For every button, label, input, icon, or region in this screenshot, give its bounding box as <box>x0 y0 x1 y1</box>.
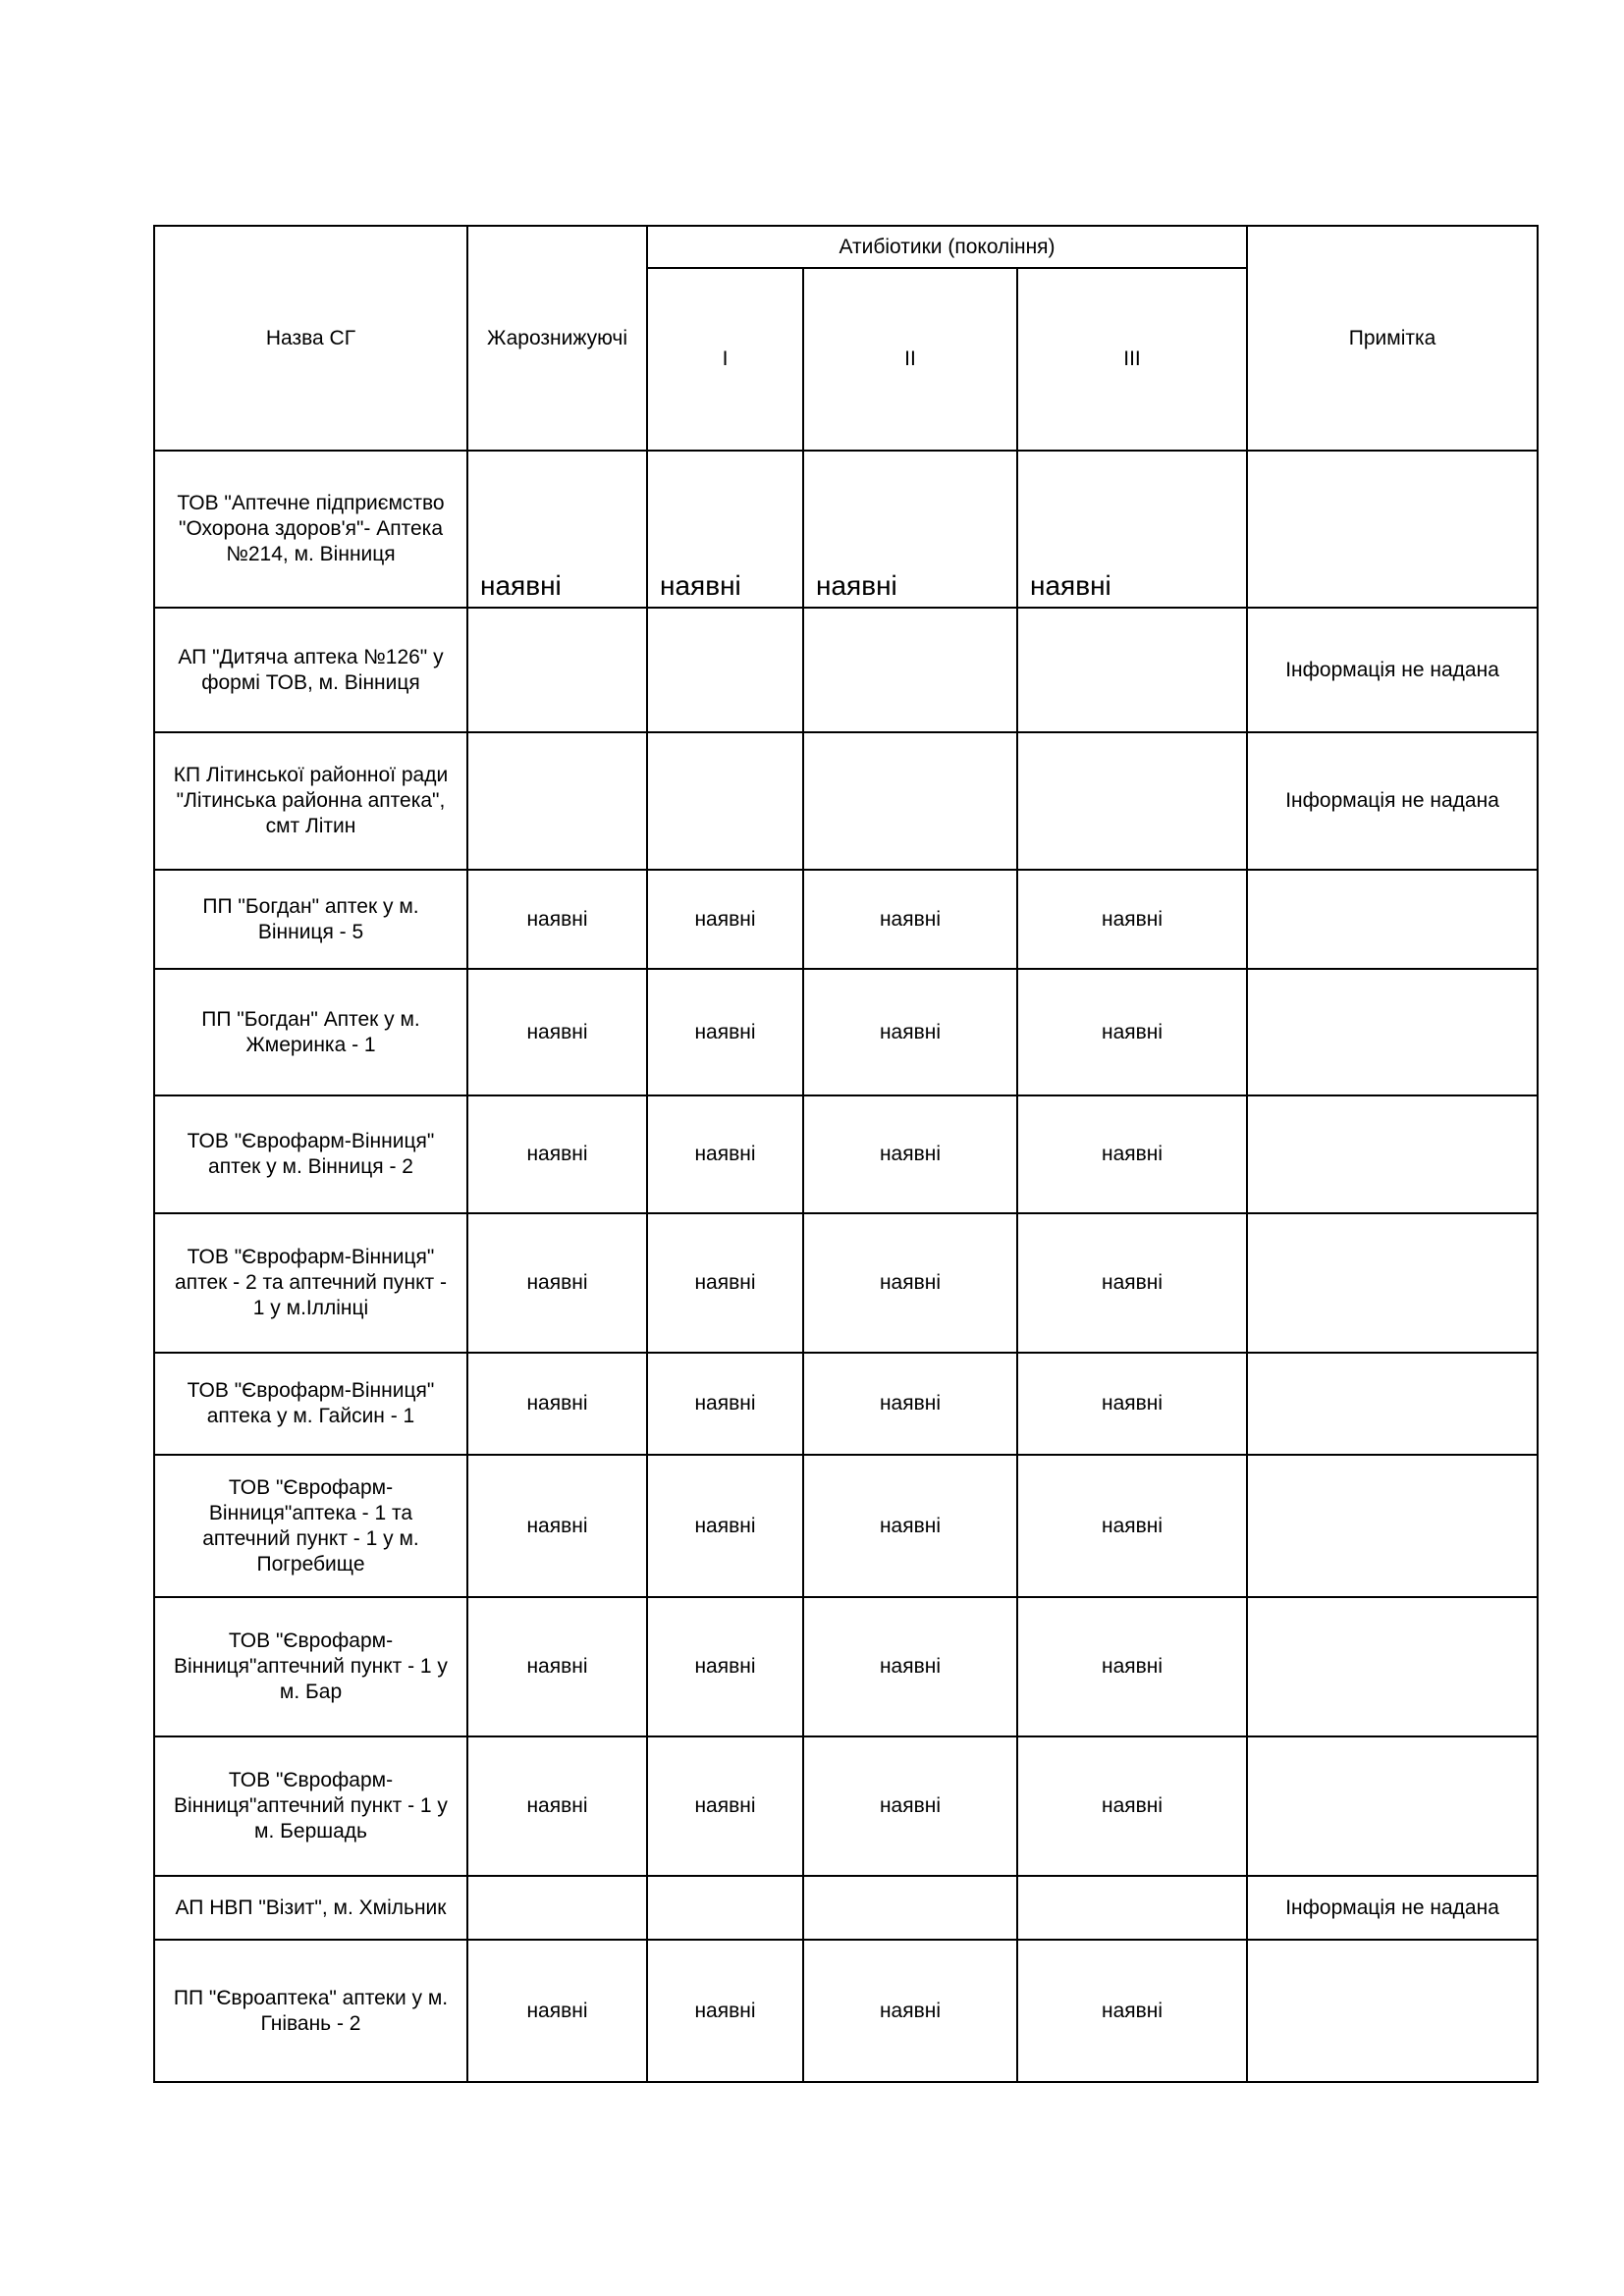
cell-gen-3: наявні <box>1017 1213 1247 1353</box>
cell-name: АП НВП "Візит", м. Хмільник <box>154 1876 467 1940</box>
cell-gen-2: наявні <box>803 1940 1017 2082</box>
cell-antipyretic: наявні <box>467 870 647 969</box>
cell-note <box>1247 870 1538 969</box>
cell-gen-1: наявні <box>647 1597 803 1736</box>
cell-gen-2: наявні <box>803 1353 1017 1455</box>
cell-note <box>1247 1940 1538 2082</box>
cell-name: ТОВ "Аптечне підприємство "Охорона здоров'я"- Аптека №214, м. Вінниця <box>154 451 467 608</box>
cell-gen-2: наявні <box>803 969 1017 1095</box>
cell-gen-2: наявні <box>803 1455 1017 1597</box>
cell-gen-2 <box>803 608 1017 732</box>
cell-gen-3: наявні <box>1017 969 1247 1095</box>
cell-gen-2 <box>803 1876 1017 1940</box>
cell-gen-3: наявні <box>1017 1455 1247 1597</box>
cell-antipyretic: наявні <box>467 1455 647 1597</box>
cell-gen-2: наявні <box>803 1597 1017 1736</box>
cell-name: АП "Дитяча аптека №126" у формі ТОВ, м. Вінниця <box>154 608 467 732</box>
cell-note <box>1247 1095 1538 1213</box>
cell-gen-2: наявні <box>803 1095 1017 1213</box>
header-name: Назва СГ <box>154 226 467 451</box>
cell-note <box>1247 1213 1538 1353</box>
cell-antipyretic <box>467 1876 647 1940</box>
cell-note <box>1247 969 1538 1095</box>
cell-gen-1: наявні <box>647 1736 803 1876</box>
cell-gen-1: наявні <box>647 1940 803 2082</box>
cell-name: ТОВ "Єврофарм-Вінниця"аптечний пункт - 1 у м. Бершадь <box>154 1736 467 1876</box>
cell-gen-1 <box>647 608 803 732</box>
cell-note: Інформація не надана <box>1247 608 1538 732</box>
cell-antipyretic: наявні <box>467 1213 647 1353</box>
cell-name: ТОВ "Єврофарм-Вінниця" аптека у м. Гайсин - 1 <box>154 1353 467 1455</box>
header-gen-3: III <box>1017 268 1247 451</box>
cell-gen-3: наявні <box>1017 1353 1247 1455</box>
table-row <box>154 1940 1538 2082</box>
table-row <box>154 1353 1538 1455</box>
cell-name: ПП "Євроаптека" аптеки у м. Гнівань - 2 <box>154 1940 467 2082</box>
cell-gen-1: наявні <box>647 1095 803 1213</box>
cell-note: Інформація не надана <box>1247 1876 1538 1940</box>
cell-gen-3: наявні <box>1017 1597 1247 1736</box>
header-gen-1: I <box>647 268 803 451</box>
header-note: Примітка <box>1247 226 1538 451</box>
cell-name: ТОВ "Єврофарм-Вінниця"аптечний пункт - 1 у м. Бар <box>154 1597 467 1736</box>
cell-gen-2: наявні <box>803 870 1017 969</box>
cell-antipyretic: наявні <box>467 1095 647 1213</box>
table-row <box>154 1597 1538 1736</box>
cell-gen-1: наявні <box>647 1213 803 1353</box>
cell-antipyretic: наявні <box>467 1940 647 2082</box>
table-row <box>154 732 1538 870</box>
cell-gen-3: наявні <box>1017 451 1247 608</box>
table-row <box>154 870 1538 969</box>
cell-gen-1: наявні <box>647 1353 803 1455</box>
cell-gen-2: наявні <box>803 1213 1017 1353</box>
cell-gen-1: наявні <box>647 1455 803 1597</box>
cell-gen-3 <box>1017 732 1247 870</box>
cell-note <box>1247 1736 1538 1876</box>
cell-antipyretic: наявні <box>467 1353 647 1455</box>
table-row <box>154 1876 1538 1940</box>
table-row <box>154 1095 1538 1213</box>
cell-antipyretic: наявні <box>467 451 647 608</box>
cell-antipyretic <box>467 608 647 732</box>
cell-gen-3 <box>1017 608 1247 732</box>
cell-gen-2: наявні <box>803 451 1017 608</box>
cell-gen-1: наявні <box>647 451 803 608</box>
header-antibiotics: Атибіотики (покоління) <box>647 226 1247 268</box>
cell-antipyretic: наявні <box>467 969 647 1095</box>
cell-gen-2 <box>803 732 1017 870</box>
cell-gen-1 <box>647 732 803 870</box>
cell-gen-3: наявні <box>1017 1736 1247 1876</box>
cell-note <box>1247 1455 1538 1597</box>
cell-antipyretic: наявні <box>467 1736 647 1876</box>
cell-name: ПП "Богдан" аптек у м. Вінниця - 5 <box>154 870 467 969</box>
cell-note <box>1247 1353 1538 1455</box>
header-gen-2: II <box>803 268 1017 451</box>
table-row <box>154 1736 1538 1876</box>
cell-note <box>1247 1597 1538 1736</box>
cell-name: ТОВ "Єврофарм-Вінниця" аптек - 2 та аптечний пункт - 1 у м.Іллінці <box>154 1213 467 1353</box>
cell-gen-1 <box>647 1876 803 1940</box>
cell-name: ТОВ "Єврофарм-Вінниця"аптека - 1 та аптечний пункт - 1 у м. Погребище <box>154 1455 467 1597</box>
cell-gen-3: наявні <box>1017 870 1247 969</box>
cell-gen-1: наявні <box>647 969 803 1095</box>
cell-note <box>1247 451 1538 608</box>
table-row <box>154 451 1538 608</box>
cell-name: КП Літинської районної ради "Літинська районна аптека", смт Літин <box>154 732 467 870</box>
cell-gen-3: наявні <box>1017 1940 1247 2082</box>
pharmacy-availability-table <box>153 225 1539 2083</box>
cell-antipyretic: наявні <box>467 1597 647 1736</box>
header-antipyretic: Жарознижуючі <box>467 226 647 451</box>
cell-gen-3 <box>1017 1876 1247 1940</box>
cell-name: ТОВ "Єврофарм-Вінниця" аптек у м. Вінниця - 2 <box>154 1095 467 1213</box>
table-row <box>154 1455 1538 1597</box>
cell-gen-2: наявні <box>803 1736 1017 1876</box>
cell-antipyretic <box>467 732 647 870</box>
cell-note: Інформація не надана <box>1247 732 1538 870</box>
table-row <box>154 1213 1538 1353</box>
cell-gen-1: наявні <box>647 870 803 969</box>
cell-gen-3: наявні <box>1017 1095 1247 1213</box>
table-row <box>154 608 1538 732</box>
table-row <box>154 969 1538 1095</box>
cell-name: ПП "Богдан" Аптек у м. Жмеринка - 1 <box>154 969 467 1095</box>
